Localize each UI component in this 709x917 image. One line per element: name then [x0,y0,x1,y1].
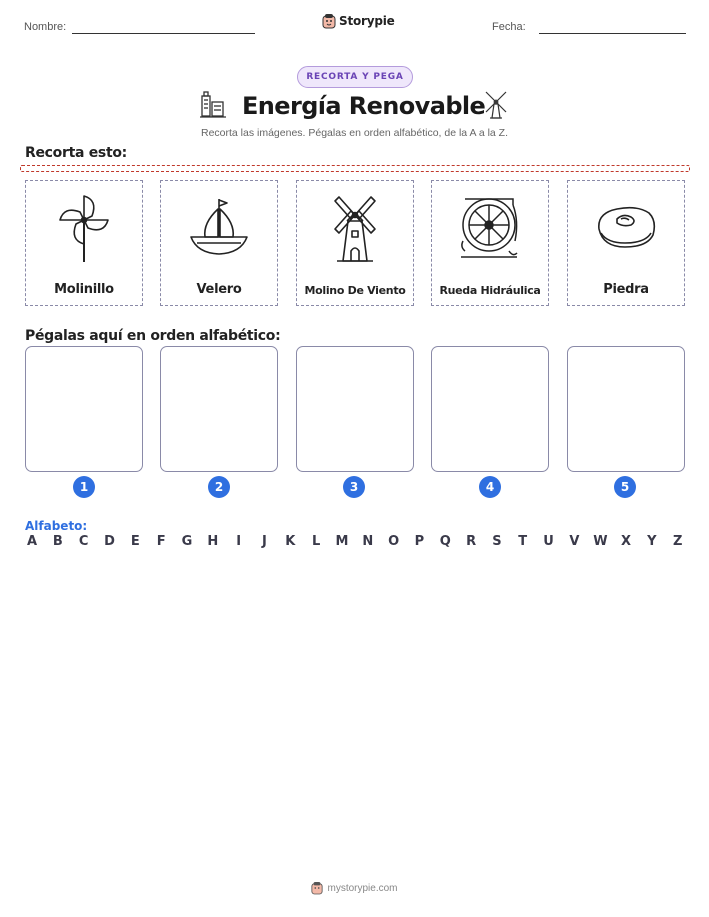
water-wheel-icon [457,191,523,263]
alphabet-letter: T [518,534,528,549]
storypie-mascot-icon [311,881,323,895]
cut-card-label: Rueda Hidráulica [439,284,541,297]
cut-card-velero[interactable] [160,180,278,306]
paste-box-3[interactable] [296,346,414,472]
alphabet-letter: Q [439,534,451,549]
cut-card-label: Molino De Viento [304,284,406,297]
alphabet-letter: W [593,534,608,549]
cut-card-molino-de-viento[interactable] [296,180,414,306]
footer [0,881,709,895]
brand-logo [322,13,395,29]
date-label: Fecha: [492,21,526,33]
alphabet-letter: C [78,534,89,549]
alphabet-row [25,534,685,549]
page-title: Energía Renovable [242,92,486,120]
alphabet-letter: X [621,534,632,549]
paste-number-5: 5 [614,476,636,498]
paste-box-4[interactable] [431,346,549,472]
name-label: Nombre: [24,21,67,33]
paste-number-2: 2 [208,476,230,498]
cut-card-label: Molinillo [54,282,114,297]
alphabet-heading: Alfabeto: [25,519,88,533]
windmill-title-icon [482,90,510,120]
alphabet-letter: Z [672,534,683,549]
paste-box-2[interactable] [160,346,278,472]
alphabet-letter: O [388,534,400,549]
alphabet-letter: F [156,534,166,549]
paste-number-3: 3 [343,476,365,498]
date-line [539,33,686,34]
pinwheel-icon [54,190,114,264]
alphabet-letter: H [207,534,219,549]
paste-number-4: 4 [479,476,501,498]
alphabet-letter: N [362,534,374,549]
cut-card-label: Velero [196,282,242,297]
brand-name: Storypie [339,14,395,28]
alphabet-letter: P [414,534,425,549]
footer-link[interactable]: mystorypie.com [327,882,398,894]
alphabet-letter: Y [647,534,657,549]
windmill-icon [325,191,385,263]
alphabet-letter: V [569,534,580,549]
storypie-mascot-icon [322,13,336,29]
alphabet-letter: J [262,534,267,549]
paste-number-1: 1 [73,476,95,498]
alphabet-letter: U [543,534,554,549]
stone-icon [593,199,659,255]
alphabet-letter: G [181,534,193,549]
paste-section-heading: Pégalas aquí en orden alfabético: [25,328,281,344]
paste-box-1[interactable] [25,346,143,472]
name-line [72,33,255,34]
paste-box-5[interactable] [567,346,685,472]
cut-section-heading: Recorta esto: [25,145,127,161]
alphabet-letter: L [311,534,321,549]
alphabet-letter: S [492,534,502,549]
alphabet-letter: R [466,534,477,549]
cut-line [20,165,690,172]
alphabet-letter: I [236,534,242,549]
cut-card-rueda-hidraulica[interactable] [431,180,549,306]
alphabet-letter: M [335,534,349,549]
cut-card-piedra[interactable] [567,180,685,306]
alphabet-letter: A [26,534,38,549]
activity-badge: RECORTA Y PEGA [297,66,413,88]
factory-icon [199,90,227,120]
instructions: Recorta las imágenes. Pégalas en orden alfabético, de la A a la Z. [200,127,509,139]
cut-card-molinillo[interactable] [25,180,143,306]
sailboat-icon [187,197,251,257]
alphabet-letter: B [52,534,63,549]
cut-card-label: Piedra [603,282,649,297]
alphabet-letter: D [104,534,115,549]
alphabet-letter: E [130,534,140,549]
alphabet-letter: K [285,534,296,549]
